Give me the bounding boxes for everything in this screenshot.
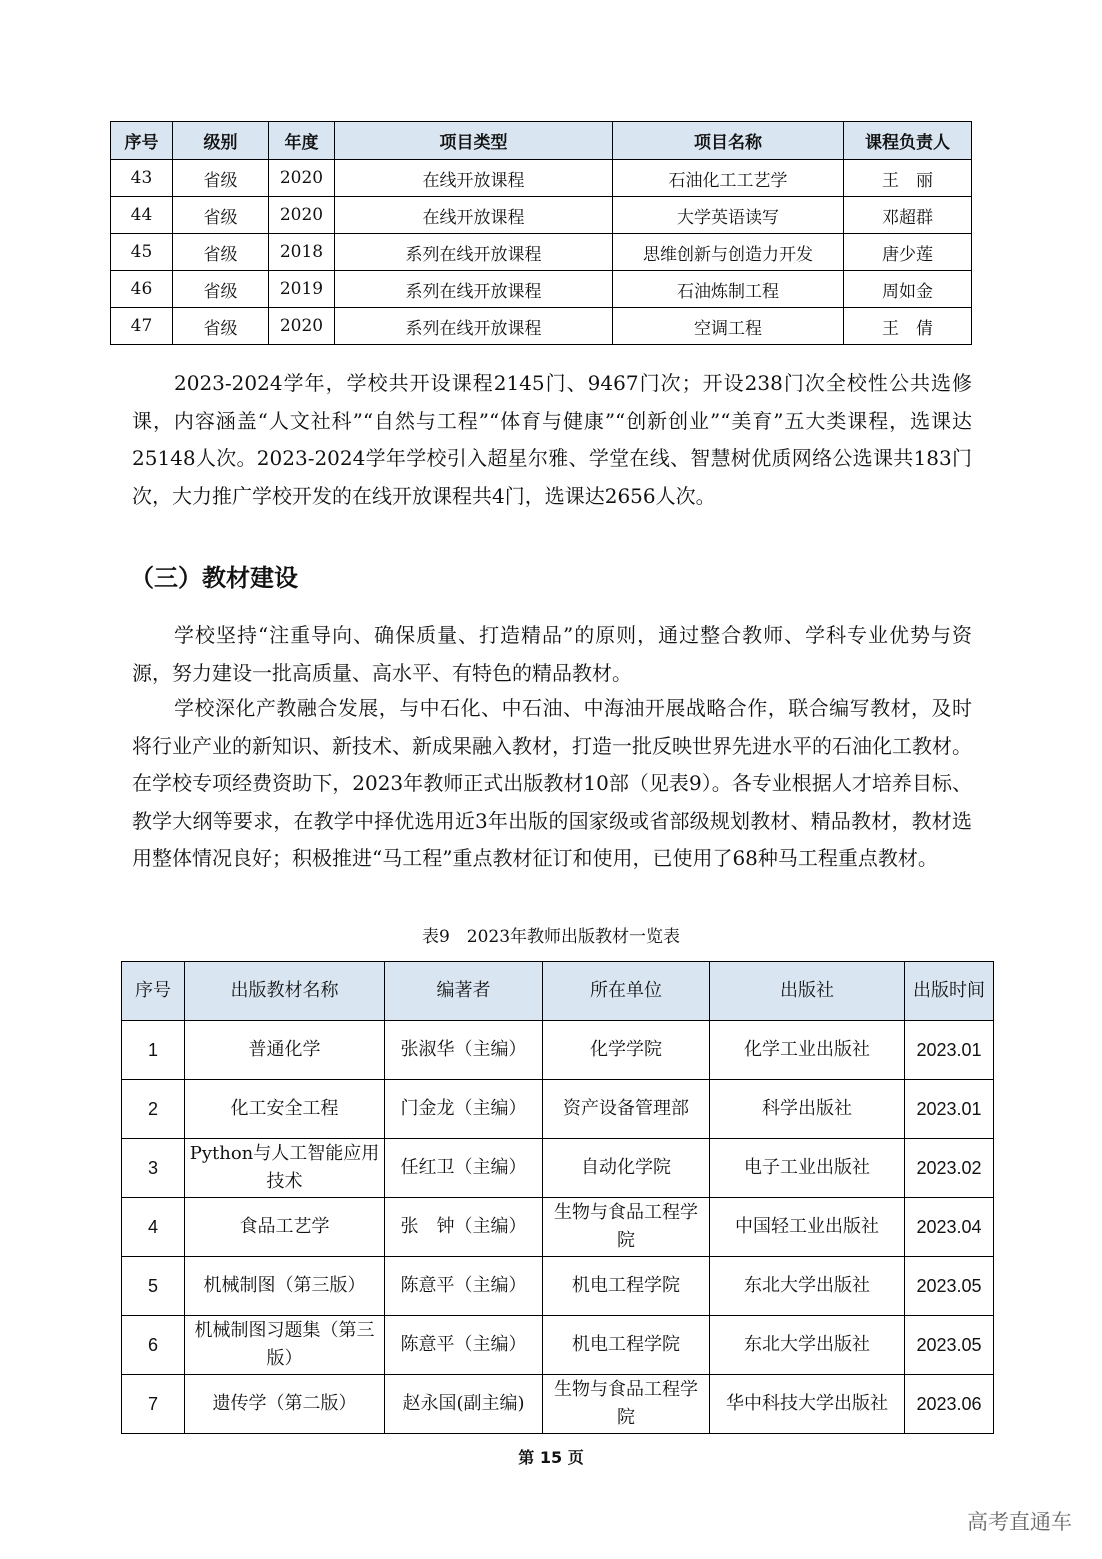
- table-row: [122, 1021, 994, 1080]
- table-cell: 43: [111, 160, 173, 197]
- table-cell: 在线开放课程: [335, 197, 613, 234]
- table-cell: 系列在线开放课程: [335, 308, 613, 345]
- header-cell: 所在单位: [543, 962, 710, 1021]
- header-cell: 出版时间: [905, 962, 994, 1021]
- table-cell: 邓超群: [844, 197, 972, 234]
- table-cell: 在线开放课程: [335, 160, 613, 197]
- table-cell: 化学工业出版社: [710, 1021, 905, 1080]
- table-cell: 遗传学（第二版）: [185, 1375, 385, 1434]
- table-cell: 47: [111, 308, 173, 345]
- watermark: 高考直通车: [967, 1510, 1072, 1534]
- table-cell: 资产设备管理部: [543, 1080, 710, 1139]
- course-table: [110, 121, 972, 345]
- textbook-principle-paragraph: 学校坚持“注重导向、确保质量、打造精品”的原则，通过整合教师、学科专业优势与资源，努力建设一批高质量、高水平、有特色的精品教材。: [132, 623, 972, 685]
- table-cell: 2019: [269, 271, 335, 308]
- table-row: [111, 271, 972, 308]
- table-cell: 2023.01: [905, 1021, 994, 1080]
- table-row: [111, 160, 972, 197]
- header-cell: 项目类型: [335, 122, 613, 160]
- table-row: [122, 1198, 994, 1257]
- table-cell: 45: [111, 234, 173, 271]
- table-cell: 化学学院: [543, 1021, 710, 1080]
- header-cell: 项目名称: [613, 122, 844, 160]
- table-cell: 空调工程: [613, 308, 844, 345]
- table-cell: 王 丽: [844, 160, 972, 197]
- table-cell: 食品工艺学: [185, 1198, 385, 1257]
- table-cell: 东北大学出版社: [710, 1257, 905, 1316]
- table-cell: 周如金: [844, 271, 972, 308]
- table-cell: 机电工程学院: [543, 1316, 710, 1375]
- table-cell: 机电工程学院: [543, 1257, 710, 1316]
- table-cell: 4: [122, 1198, 185, 1257]
- table-cell: 2020: [269, 197, 335, 234]
- header-cell: 课程负责人: [844, 122, 972, 160]
- header-cell: 编著者: [385, 962, 543, 1021]
- table-cell: 王 倩: [844, 308, 972, 345]
- table-row: [122, 1375, 994, 1434]
- table-cell: 3: [122, 1139, 185, 1198]
- table-caption: 表9 2023年教师出版教材一览表: [421, 927, 681, 947]
- table-cell: 唐少莲: [844, 234, 972, 271]
- header-cell: 出版社: [710, 962, 905, 1021]
- table-cell: 任红卫（主编）: [385, 1139, 543, 1198]
- table-cell: 生物与食品工程学院: [543, 1198, 710, 1257]
- header-cell: 出版教材名称: [185, 962, 385, 1021]
- table-row: [122, 1316, 994, 1375]
- table-cell: 2023.02: [905, 1139, 994, 1198]
- section-heading: （三）教材建设: [130, 564, 298, 592]
- table-cell: Python与人工智能应用技术: [185, 1139, 385, 1198]
- table-cell: 张 钟（主编）: [385, 1198, 543, 1257]
- table-cell: 中国轻工业出版社: [710, 1198, 905, 1257]
- table-cell: 7: [122, 1375, 185, 1434]
- table-cell: 省级: [173, 160, 269, 197]
- table-cell: 5: [122, 1257, 185, 1316]
- table-cell: 省级: [173, 197, 269, 234]
- table-cell: 大学英语读写: [613, 197, 844, 234]
- header-cell: 序号: [111, 122, 173, 160]
- table-cell: 张淑华（主编）: [385, 1021, 543, 1080]
- table-cell: 赵永国(副主编): [385, 1375, 543, 1434]
- table-cell: 生物与食品工程学院: [543, 1375, 710, 1434]
- table-cell: 自动化学院: [543, 1139, 710, 1198]
- table-cell: 6: [122, 1316, 185, 1375]
- page-number: 第 15 页: [518, 1448, 584, 1467]
- table-cell: 机械制图习题集（第三版）: [185, 1316, 385, 1375]
- table-cell: 44: [111, 197, 173, 234]
- table-cell: 思维创新与创造力开发: [613, 234, 844, 271]
- table-row: [111, 308, 972, 345]
- table-cell: 机械制图（第三版）: [185, 1257, 385, 1316]
- table-cell: 科学出版社: [710, 1080, 905, 1139]
- table-cell: 1: [122, 1021, 185, 1080]
- table-header-row: [111, 122, 972, 160]
- table-cell: 陈意平（主编）: [385, 1257, 543, 1316]
- table-cell: 电子工业出版社: [710, 1139, 905, 1198]
- header-cell: 级别: [173, 122, 269, 160]
- table-cell: 2023.01: [905, 1080, 994, 1139]
- table-cell: 系列在线开放课程: [335, 271, 613, 308]
- table-cell: 门金龙（主编）: [385, 1080, 543, 1139]
- table-row: [111, 197, 972, 234]
- table-cell: 2023.06: [905, 1375, 994, 1434]
- table-cell: 华中科技大学出版社: [710, 1375, 905, 1434]
- table-cell: 陈意平（主编）: [385, 1316, 543, 1375]
- table-cell: 化工安全工程: [185, 1080, 385, 1139]
- table-row: [122, 1080, 994, 1139]
- course-summary-paragraph: 2023-2024学年，学校共开设课程2145门、9467门次；开设238门次全校性公共选修课，内容涵盖“人文社科”“自然与工程”“体育与健康”“创新创业”“美育”五大类课程，选课达25148人次。2023-2024学年学校引入超星尔雅、学堂在线、智慧树优质网络公选课共183门次，大力推广学校开发的在线开放课程共4门，选课达2656人次。: [132, 371, 972, 508]
- table-cell: 46: [111, 271, 173, 308]
- table-cell: 2018: [269, 234, 335, 271]
- table-cell: 系列在线开放课程: [335, 234, 613, 271]
- table-row: [111, 234, 972, 271]
- textbook-detail-paragraph: 学校深化产教融合发展，与中石化、中石油、中海油开展战略合作，联合编写教材，及时将行业产业的新知识、新技术、新成果融入教材，打造一批反映世界先进水平的石油化工教材。在学校专项经费资助下，2023年教师正式出版教材10部（见表9）。各专业根据人才培养目标、教学大纲等要求，在教学中择优选用近3年出版的国家级或省部级规划教材、精品教材，教材选用整体情况良好；积极推进“马工程”重点教材征订和使用，已使用了68种马工程重点教材。: [132, 696, 972, 870]
- textbook-table: [121, 961, 994, 1434]
- table-cell: 省级: [173, 234, 269, 271]
- table-cell: 石油化工工艺学: [613, 160, 844, 197]
- table-cell: 石油炼制工程: [613, 271, 844, 308]
- table-cell: 2020: [269, 160, 335, 197]
- table-cell: 2023.04: [905, 1198, 994, 1257]
- table-cell: 东北大学出版社: [710, 1316, 905, 1375]
- table-cell: 2023.05: [905, 1316, 994, 1375]
- header-cell: 序号: [122, 962, 185, 1021]
- header-cell: 年度: [269, 122, 335, 160]
- table-cell: 2020: [269, 308, 335, 345]
- table-row: [122, 1257, 994, 1316]
- table-cell: 2: [122, 1080, 185, 1139]
- table-cell: 省级: [173, 308, 269, 345]
- table-row: [122, 1139, 994, 1198]
- table-cell: 普通化学: [185, 1021, 385, 1080]
- table-header-row: [122, 962, 994, 1021]
- table-cell: 省级: [173, 271, 269, 308]
- table-cell: 2023.05: [905, 1257, 994, 1316]
